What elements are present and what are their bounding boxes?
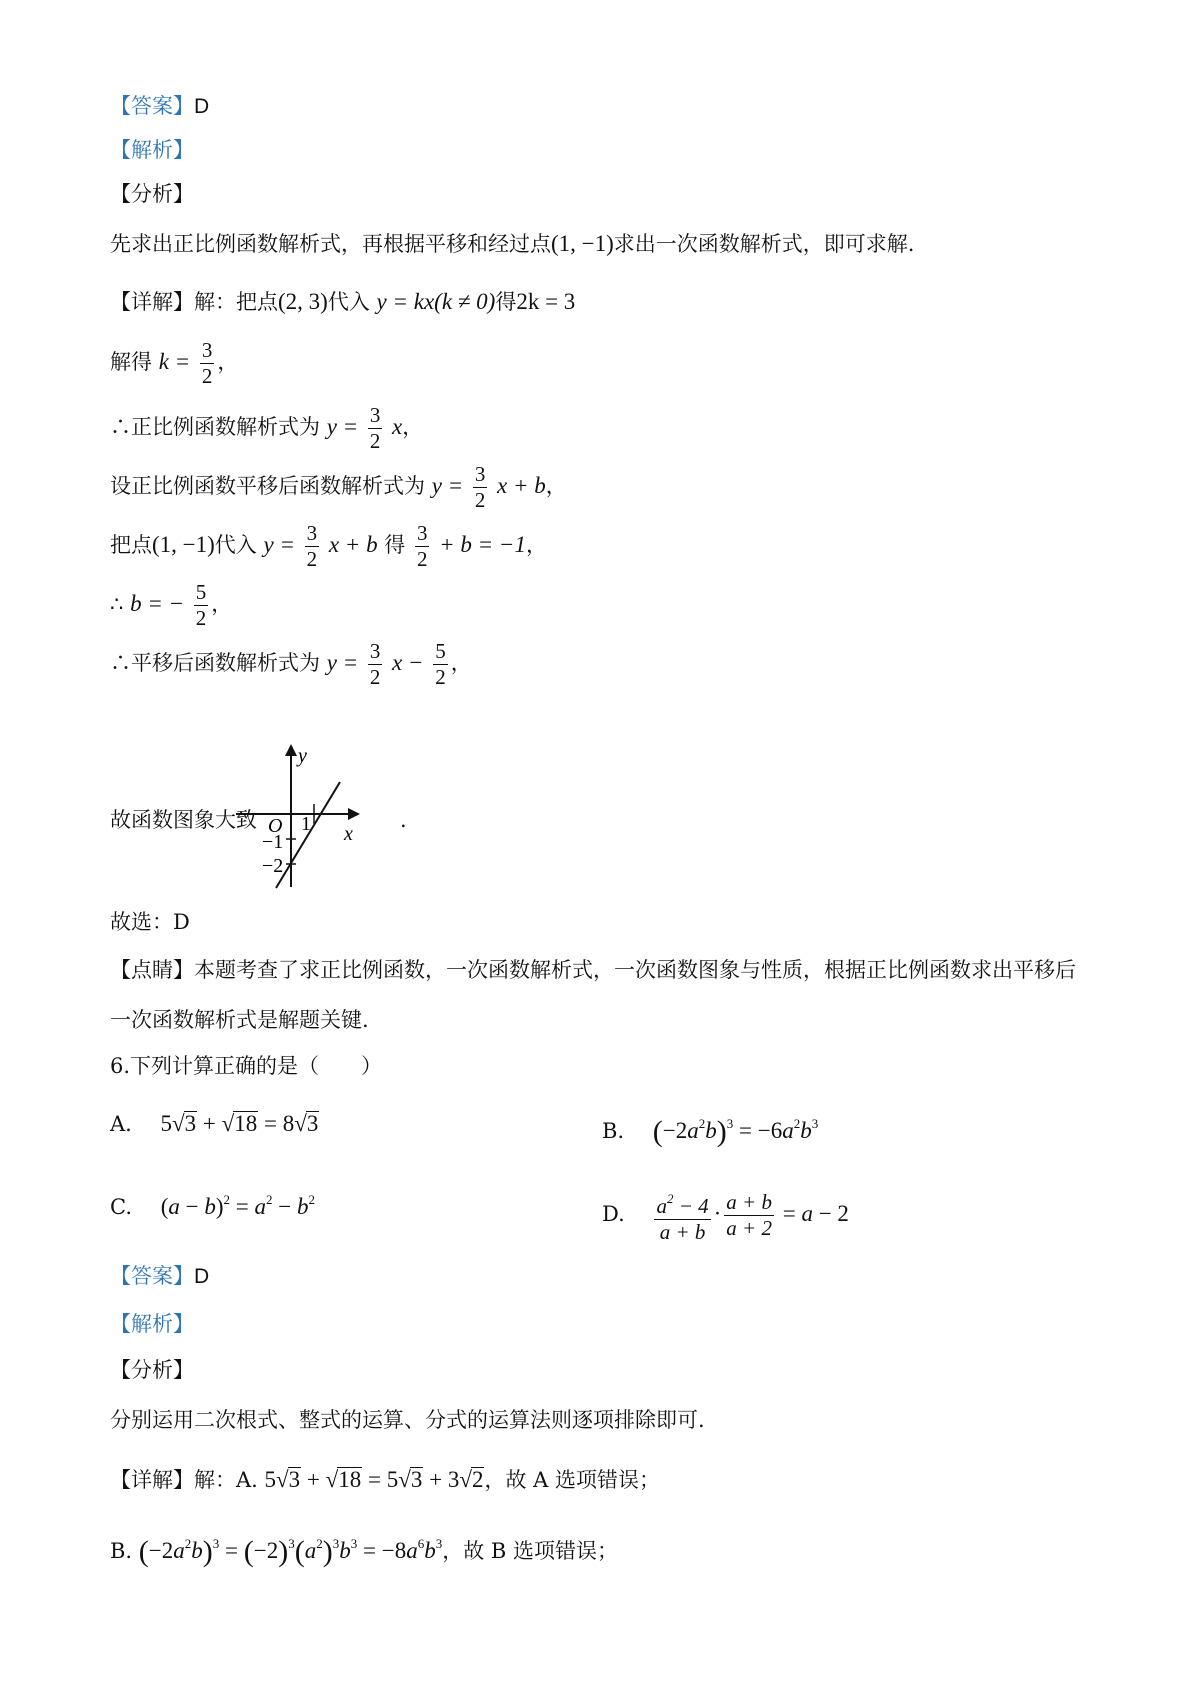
final-function-line: ∴平移后函数解析式为 y = $\frac{3}{2}$ x − $\frac{5}{2}$ ，	[110, 639, 472, 689]
dianjing-line-2: 一次函数解析式是解题关键.	[110, 1008, 369, 1032]
fenxi-text-6: 分别运用二次根式、整式的运算、分式的运算法则逐项排除即可.	[110, 1408, 705, 1432]
y-axis-arrow	[285, 744, 297, 756]
analysis-tag-6: 【解析】	[110, 1312, 194, 1336]
answer-value: D	[194, 95, 210, 118]
fenxi-tag: 【分析】	[110, 182, 194, 206]
function-line	[276, 782, 340, 888]
tick-label-m2: −2	[262, 855, 284, 877]
option-b: B. $(-2a^2b)^3 = -6a^2b^3$	[602, 1115, 819, 1148]
solve-line: 解得 k = $\frac{3}{2}$ ，	[110, 338, 239, 388]
option-d: D. $\frac{a^2 - 4}{a + b}$ · $\frac{a + b}{a + 2}$ = a − 2	[602, 1186, 849, 1245]
b-value-line: ∴ b = − $\frac{5}{2}$ ，	[110, 580, 233, 630]
translated-line: 设正比例函数平移后函数解析式为 y = $\frac{3}{2}$ x + b，	[110, 462, 567, 512]
origin-label: O	[268, 815, 283, 837]
option-a: A. 5√3 + √18 = 8√3	[110, 1111, 319, 1136]
fraction: $\frac{3}{2}$	[369, 639, 381, 689]
fraction: $\frac{5}{2}$	[195, 580, 207, 630]
detail-line: 【详解】解：把点(2, 3)代入 y = kx(k ≠ 0)得2k = 3	[110, 289, 576, 314]
tick-label-m1: −1	[262, 831, 284, 853]
fenxi-text: 先求出正比例函数解析式，再根据平移和经过点(1, −1)求出一次函数解析式，即可求解.	[110, 231, 915, 256]
answer-tag: 【答案】	[110, 94, 194, 118]
analysis-tag: 【解析】	[110, 138, 194, 162]
question-6: 6.下列计算正确的是（ ）	[110, 1054, 383, 1078]
dianjing-line: 【点睛】本题考查了求正比例函数，一次函数解析式，一次函数图象与性质，根据正比例函数求出平移后	[110, 958, 1076, 982]
function-graph	[228, 742, 398, 892]
fraction: $\frac{3}{2}$	[474, 462, 486, 512]
dianjing-tag: 【点睛】	[110, 958, 194, 982]
equation: y = kx(k ≠ 0)	[376, 289, 496, 314]
detail-line-6b: B. $(-2a^2b)^3 = (-2)^3(a^2)^3b^3 = -8a^6b^3$，故 B 选项错误；	[110, 1535, 618, 1568]
fraction: $\frac{5}{2}$	[435, 639, 446, 689]
detail-line-6a: 【详解】解：A. 5√3 + √18 = 5√3 + 3√2，故 A 选项错误；	[110, 1467, 660, 1492]
equation: 2k = 3	[516, 289, 576, 314]
answer-value: D	[194, 1265, 210, 1288]
fraction: $\frac{3}{2}$	[369, 403, 381, 453]
detail-tag: 【详解】	[110, 290, 194, 314]
fraction: $\frac{3}{2}$	[416, 521, 428, 571]
substitute-line: 把点(1, −1)代入 y = $\frac{3}{2}$ x + b 得 $\frac{3}{2}$ + b = −1，	[110, 521, 547, 571]
answer-line	[110, 92, 209, 121]
tick-label-1: 1	[301, 813, 311, 835]
point: (1, −1)	[551, 231, 614, 256]
fraction: $\frac{3}{2}$	[306, 521, 318, 571]
x-label: x	[344, 823, 353, 845]
y-label: y	[298, 745, 307, 767]
option-c: C. $(a - b)^2 = a^2 - b^2$	[110, 1192, 315, 1219]
proportional-line: ∴正比例函数解析式为 y = $\frac{3}{2}$ x，	[110, 403, 424, 453]
x-axis-arrow	[348, 808, 360, 820]
fenxi-tag-6: 【分析】	[110, 1358, 194, 1382]
graph-end: .	[400, 808, 407, 832]
fraction: $\frac{3}{2}$	[201, 338, 213, 388]
answer-line-6: 【答案】D	[110, 1264, 210, 1288]
choose-line: 故选：D	[110, 910, 190, 934]
graph-caption: 故函数图象大致	[110, 808, 257, 832]
